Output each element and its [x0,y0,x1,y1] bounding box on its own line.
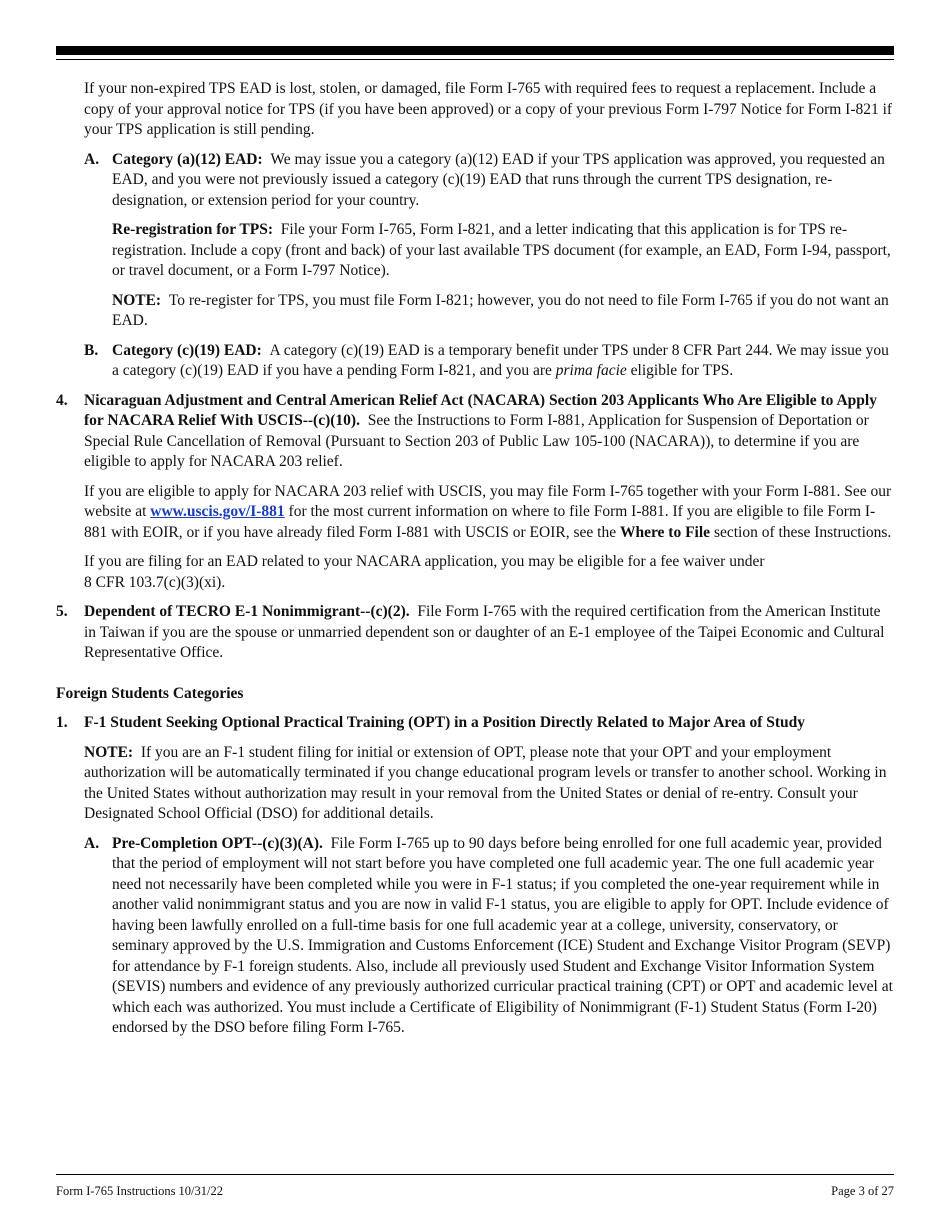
cfr-citation: 8 CFR 103.7(c)(3)(xi). [84,573,226,591]
note-title: NOTE: [84,743,134,761]
item-text: File Form I-765 with the required certification from the American Institute in Taiwan if you are the spouse or unmarried dependent son or daughter of an E-1 employee of the Taipei Economic and Cultural Representative Office. [84,603,885,661]
opt-note-paragraph [56,743,894,825]
pre-completion-opt [56,834,894,1039]
item-marker: A. [84,834,100,852]
item-number: 5. [56,603,68,620]
item-title: Dependent of TECRO E-1 Nonimmigrant--(c)(2). [84,603,410,620]
where-to-file-ref: Where to File [619,523,711,541]
item-title: Category (a)(12) EAD: [112,150,263,168]
nacara-item [56,391,894,473]
nacara-fee-waiver-paragraph [56,552,894,593]
italic-term: prima facie [555,362,627,379]
text-segment: for the most current information on where to file Form I-881. If you are eligible to file Form I-881 with EOIR, or if you have already filed Form I-881 with USCIS or EOIR, see the [84,503,876,541]
tps-replacement-paragraph: If your non-expired TPS EAD is lost, stolen, or damaged, file Form I-765 with required fees to request a replacement. Include a copy of your approval notice for TPS (if you have been approved) or a copy of your previous Form I-797 Notice for Form I-821 if your TPS application is still pending. [84,80,893,138]
footer-form-id: Form I-765 Instructions 10/31/22 [56,1184,224,1198]
nacara-usCIS-paragraph [56,482,894,544]
item-title: Pre-Completion OPT--(c)(3)(A). [112,834,323,852]
note-text: If you are an F-1 student filing for initial or extension of OPT, please note that your OPT and your employment authorization will be automatically terminated if you change educational program levels or transfer to another school. Working in the United States without authorization may result in your removal from the United States or denial of re-entry. Consult your Designated School Official (DSO) for additional details. [84,743,887,822]
tps-category-a12 [56,150,894,212]
text-segment: If you are filing for an EAD related to your NACARA application, you may be eligible for a fee waiver under [84,553,765,570]
text-segment: section of these Instructions. [713,523,892,541]
item-number: 1. [56,714,68,731]
header-rule-thin [56,59,894,60]
text-segment: If you are eligible to apply for NACARA 203 relief with USCIS, you may file Form I-765 together with your Form I-881. See our website at [84,482,892,520]
item-marker: A. [84,150,100,168]
tps-note-paragraph [56,291,894,332]
header-rule-thick [56,46,894,55]
item-text: See the Instructions to Form I-881, Application for Suspension of Deportation or Special Rule Cancellation of Removal (Pursuant to Section 203 of Public Law 105-100 (NACARA)), to determine if you are eligible to apply for NACARA 203 relief. [84,412,869,470]
item-title: F-1 Student Seeking Optional Practical Training (OPT) in a Position Directly Related to Major Area of Study [84,714,806,731]
item-text-end: eligible for TPS. [630,362,734,379]
tecro-item [56,602,894,664]
page-content [56,79,894,1048]
tps-reregistration-paragraph [56,220,894,282]
footer-page-number: Page 3 of 27 [831,1184,894,1198]
item-text: A category (c)(19) EAD is a temporary benefit under TPS under 8 CFR Part 244. We may issue you a category (c)(19) EAD if you have a pending Form I-821, and you are [112,341,889,379]
item-title: Nicaraguan Adjustment and Central American Relief Act (NACARA) Section 203 Applicants Who Are Eligible to Apply for NACARA Relief With USCIS--(c)(10). [84,391,877,429]
uscis-i881-link[interactable]: www.uscis.gov/I-881 [150,503,285,520]
f1-opt-item [56,713,894,734]
tps-category-c19 [56,341,894,382]
item-text: File Form I-765 up to 90 days before being enrolled for one full academic year, provided that the period of employment will not start before you have completed one full academic year. The one full academic year need not necessarily have been completed while you were in F-1 status; if you completed the one-year requirement while in another valid nonimmigrant status and you are now in valid F-1 status, you are eligible to apply for OPT. Include evidence of having been lawfully enrolled on a full-time basis for one full academic year at a college, university, conservatory, or seminary approved by the U.S. Immigration and Customs Enforcement (ICE) Student and Exchange Visitor Program (SEVP) for attendance by F-1 foreign students. Also, include all previously used Student and Exchange Visitor Information System (SEVIS) numbers and evidence of any previously authorized curricular practical training (CPT) or OPT and academic level at which each was authorized. You must include a Certificate of Eligibility of Nonimmigrant (F-1) Student Status (Form I-20) endorsed by the DSO before filing Form I-765. [112,834,893,1036]
note-title: NOTE: [112,291,162,309]
item-marker: B. [84,341,99,359]
item-number: 4. [56,391,68,409]
item-text: We may issue you a category (a)(12) EAD if your TPS application was approved, you requested an EAD, and you were not previously issued a category (c)(19) EAD that runs through the current TPS designation, re-designation, or extension period for your country. [112,150,885,209]
section-heading: Foreign Students Categories [56,684,244,702]
footer-rule [56,1174,894,1175]
note-text: To re-register for TPS, you must file Form I-821; however, you do not need to file Form I-765 if you do not want an EAD. [112,291,889,329]
rereg-title: Re-registration for TPS: [112,221,274,238]
item-title: Category (c)(19) EAD: [112,341,262,359]
rereg-text: File your Form I-765, Form I-821, and a letter indicating that this application is for TPS re-registration. Include a copy (front and back) of your last available TPS document (for example, an EAD, Form I-94, passport, or travel document, or a Form I-797 Notice). [112,221,891,279]
